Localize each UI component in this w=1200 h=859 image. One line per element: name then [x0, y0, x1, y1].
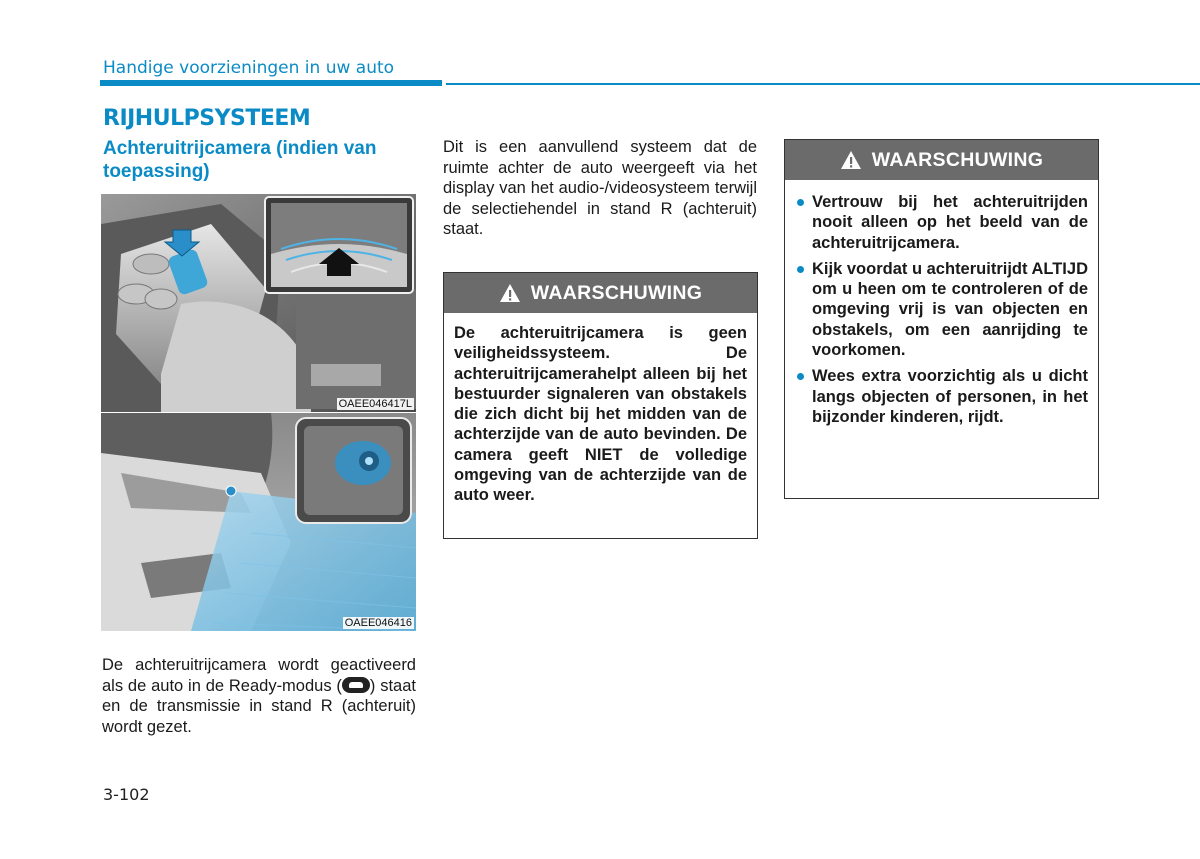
- subsection-title: Achteruitrijcamera (indien van toepassing): [103, 138, 377, 182]
- list-item: Wees extra voorzichtig als u dicht langs objecten of personen, in het bijzonder kinderen, rijdt.: [795, 366, 1088, 427]
- activation-paragraph: [102, 655, 416, 737]
- warning-header: [444, 273, 757, 313]
- rear-camera-illustration: [101, 413, 416, 631]
- warning-title: WAARSCHUWING: [530, 281, 703, 304]
- gear-selector-figure: [101, 194, 416, 412]
- header-title: Handige voorzieningen in uw auto: [103, 58, 395, 78]
- list-item: Kijk voordat u achteruitrijdt ALTIJD om u heen om te controleren of de omgeving vrij is van objecten en obstakels, om een aanrijding te voorkomen.: [795, 259, 1088, 360]
- section-title: RIJHULPSYSTEEM: [103, 106, 311, 131]
- warning-text: De achteruitrijcamera is geen veiligheidssysteem. De achteruitrijcamerahelpt alleen bij het bestuurder signaleren van obstakels die zich dicht bij het midden van de achterzijde van de auto bevinden. De camera geeft NIET de volledige omgeving van de achterzijde van de auto weer.: [454, 324, 747, 505]
- list-item: Vertrouw bij het achteruitrijden nooit alleen op het beeld van de achteruitrijcamera.: [795, 192, 1088, 253]
- header-rule-thick: [100, 80, 442, 86]
- warning-triangle-icon: [499, 283, 521, 303]
- description-paragraph: Dit is een aanvullend systeem dat de ruimte achter de auto weergeeft via het display van het audio-/videosysteem terwijl de selectiehendel in stand R (achteruit) staat.: [443, 138, 757, 238]
- warning-list: [785, 180, 1098, 427]
- activation-text-part2: ) staat en de transmissie in stand R (achteruit) wordt gezet.: [102, 676, 416, 736]
- figure-caption: OAEE046416: [344, 617, 412, 629]
- page-number: 3-102: [103, 785, 150, 804]
- rear-camera-figure: [101, 413, 416, 631]
- header-rule-thin: [446, 83, 1200, 85]
- warning-box-2: [784, 139, 1099, 499]
- warning-title: WAARSCHUWING: [871, 148, 1044, 171]
- warning-header: [785, 140, 1098, 180]
- warning-box-1: [443, 272, 758, 539]
- gear-selector-illustration: [101, 194, 416, 412]
- activation-text-part1: De achteruitrijcamera wordt geactiveerd als de auto in de Ready-modus (: [102, 656, 416, 695]
- figure-caption: OAEE046417L: [338, 398, 412, 410]
- ready-mode-car-icon: [342, 677, 370, 693]
- warning-triangle-icon: [840, 150, 862, 170]
